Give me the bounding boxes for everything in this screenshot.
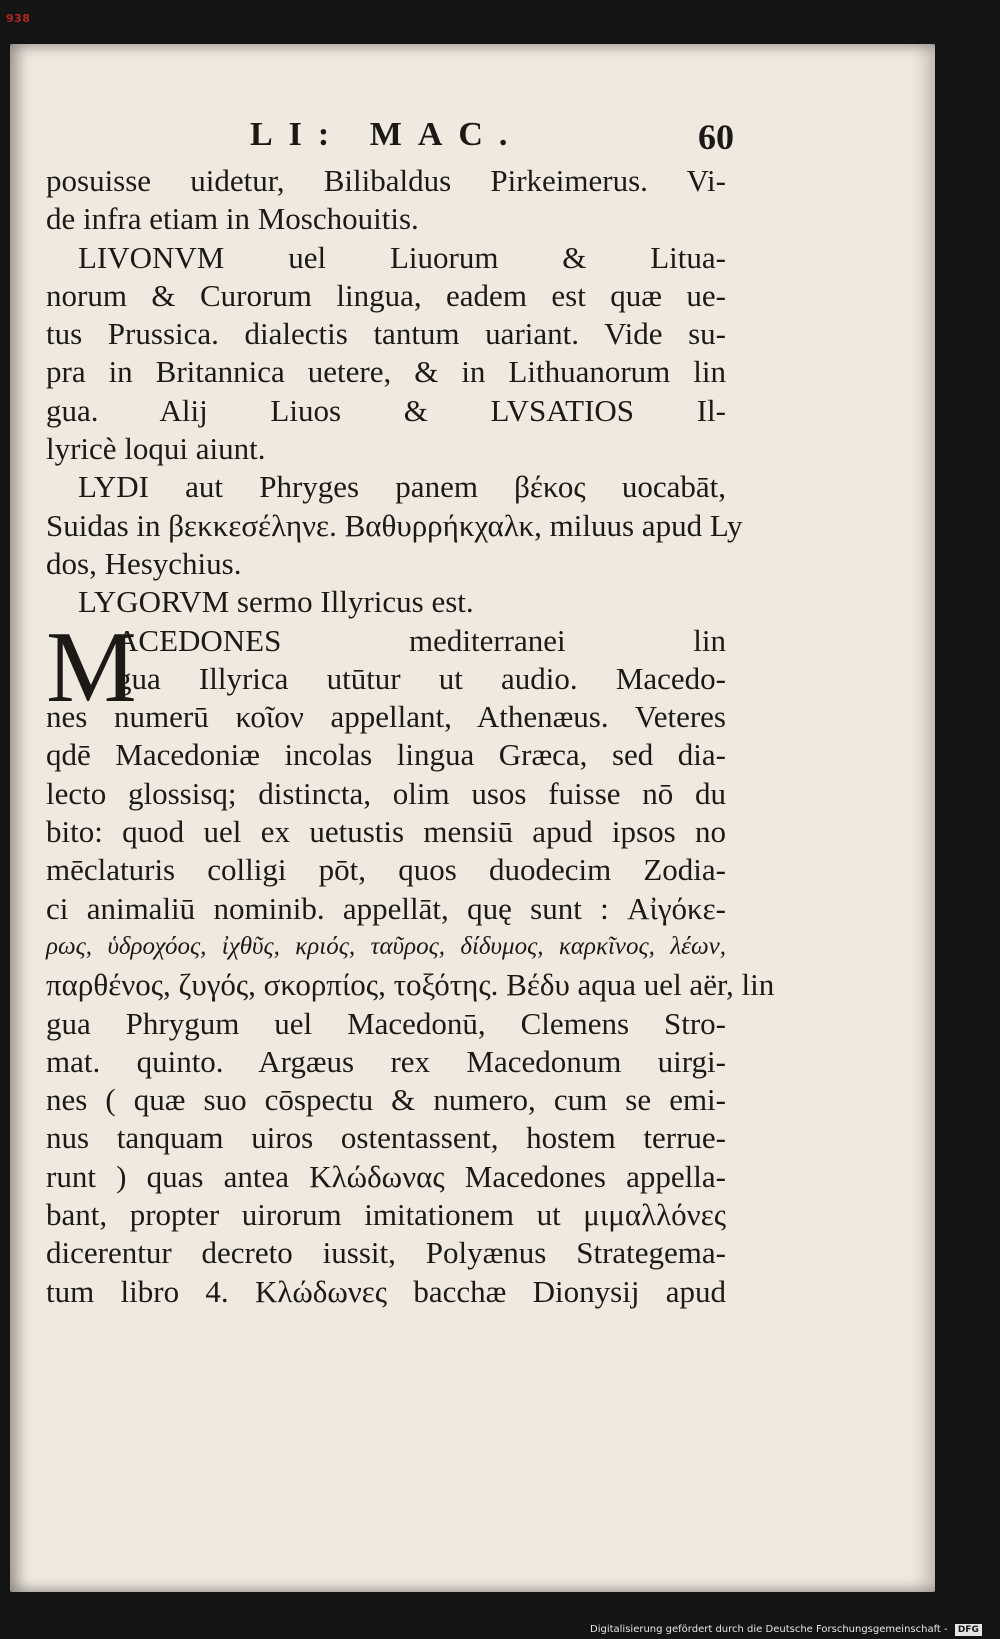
text-line: παρθένος, ζυγός, σκορπίος, τοξότης. Βέδυ aqua uel aër, lin	[46, 967, 775, 1003]
text-line: tum libro 4. Κλώδωνες bacchæ Dionysij apud	[46, 1273, 726, 1309]
text-line: bito: quod uel ex uetustis mensiū apud ipsos no	[46, 814, 726, 850]
text-line: pra in Britannica uetere, & in Lithuanorum lin	[46, 354, 726, 390]
text-line: nes numerū κοῖον appellant, Athenæus. Veteres	[46, 699, 726, 735]
drop-cap: M	[46, 610, 137, 724]
text-line: gua. Alij Liuos & LVSATIOS Il-	[46, 392, 726, 428]
text-line: LYDI aut Phryges panem βέκος uocabāt,	[78, 469, 726, 505]
text-line: LIVONVM uel Liuorum & Litua-	[78, 239, 726, 275]
text-line: gua Illyrica utūtur ut audio. Macedo-	[116, 660, 726, 696]
text-line: nus tanquam uiros ostentassent, hostem terrue-	[46, 1120, 726, 1156]
text-line: dicerentur decreto iussit, Polyænus Strategema-	[46, 1235, 726, 1271]
text-line: ρως, ὑδροχόος, ἰχθῦς, κριός, ταῦρος, δίδυμος, καρκῖνος, λέων,	[46, 932, 726, 960]
footer-text: Digitalisierung gefördert durch die Deutsche Forschungsgemeinschaft -	[590, 1624, 948, 1635]
page-header	[10, 116, 935, 166]
text-line: norum & Curorum lingua, eadem est quæ ue-	[46, 277, 726, 313]
corner-library-mark: 938	[6, 12, 31, 25]
text-line: de infra etiam in Moschouitis.	[46, 201, 419, 237]
digitization-credit	[590, 1624, 982, 1636]
text-line: nes ( quæ suo cōspectu & numero, cum se emi-	[46, 1082, 726, 1118]
text-column	[46, 162, 775, 1311]
text-line: Suidas in βεκκεσέληνε. Βαθυρρήκχαλκ, miluus apud Ly	[46, 507, 743, 543]
text-line: ACEDONES mediterranei lin	[116, 622, 726, 658]
text-line: runt ) quas antea Κλώδωνας Macedones appella-	[46, 1158, 726, 1194]
text-line: lecto glossisq; distincta, olim usos fuisse nō du	[46, 775, 726, 811]
text-line: dos, Hesychius.	[46, 545, 242, 581]
text-line: mat. quinto. Argæus rex Macedonum uirgi-	[46, 1043, 726, 1079]
page-number: 60	[698, 117, 734, 157]
text-line: mēclaturis colligi pōt, quos duodecim Zodia-	[46, 852, 726, 888]
text-line: posuisse uidetur, Bilibaldus Pirkeimerus. Vi-	[46, 163, 726, 198]
dfg-logo: DFG	[955, 1624, 982, 1636]
text-line: qdē Macedoniæ incolas lingua Græca, sed dia-	[46, 737, 726, 773]
text-line: ci animaliū nominib. appellāt, quę sunt : Αἰγόκε-	[46, 890, 726, 926]
running-head: LI: MAC.	[250, 116, 524, 153]
text-line: gua Phrygum uel Macedonū, Clemens Stro-	[46, 1005, 726, 1041]
text-line: lyricè loqui aiunt.	[46, 431, 266, 467]
text-line: tus Prussica. dialectis tantum uariant. Vide su-	[46, 316, 726, 352]
book-page	[10, 44, 935, 1592]
text-line: LYGORVM sermo Illyricus est.	[78, 584, 474, 620]
text-line: bant, propter uirorum imitationem ut μιμαλλόνες	[46, 1197, 726, 1233]
